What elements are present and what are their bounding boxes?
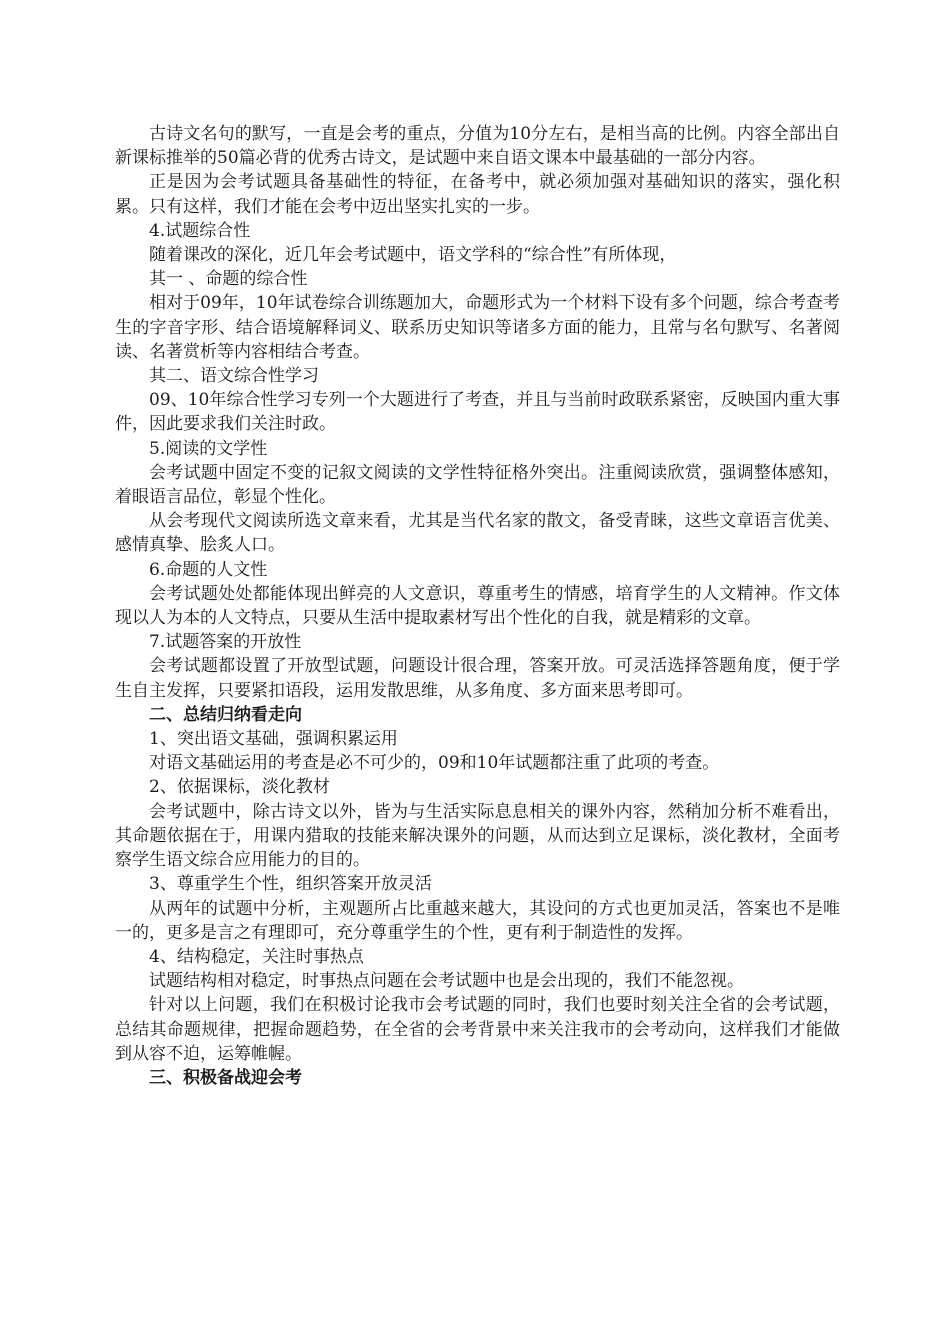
section-subheading: 4、结构稳定，关注时事热点	[149, 946, 364, 967]
section-subheading: 6.命题的人文性	[149, 559, 268, 580]
paragraph: 从会考现代文阅读所选文章来看，尤其是当代名家的散文，备受青睐，这些文章语言优美、感情真挚、脍炙人口。	[115, 511, 840, 556]
paragraph: 对语文基础运用的考查是必不可少的，09和10年试题都注重了此项的考查。	[149, 753, 720, 774]
section-subheading: 1、突出语文基础，强调积累运用	[149, 729, 398, 750]
section-subheading: 4.试题综合性	[149, 220, 251, 241]
paragraph: 针对以上问题，我们在积极讨论我市会考试题的同时，我们也要时刻关注全省的会考试题，总结其命题规律，把握命题趋势，在全省的会考背景中来关注我市的会考动向，这样我们才能做到从容不迫，运筹帷幄。	[115, 995, 840, 1064]
paragraph: 会考试题中，除古诗文以外，皆为与生活实际息息相关的课外内容，然稍加分析不难看出，其命题依据在于，用课内猎取的技能来解决课外的问题，从而达到立足课标，淡化教材，全面考察学生语文综合应用能力的目的。	[115, 801, 840, 871]
section-subheading: 3、尊重学生个性，组织答案开放灵活	[149, 874, 432, 895]
paragraph: 会考试题处处都能体现出鲜亮的人文意识，尊重考生的情感，培育学生的人文精神。作文体现以人为本的人文特点，只要从生活中提取素材写出个性化的自我，就是精彩的文章。	[115, 583, 840, 629]
paragraph: 会考试题都设置了开放型试题，问题设计很合理，答案开放。可灵活选择答题角度，便于学生自主发挥，只要紧扣语段，运用发散思维，从多角度、多方面来思考即可。	[115, 656, 840, 701]
paragraph: 会考试题中固定不变的记叙文阅读的文学性特征格外突出。注重阅读欣赏，强调整体感知，着眼语言品位，彰显个性化。	[115, 462, 840, 508]
section-heading: 二、总结归纳看走向	[149, 704, 302, 725]
paragraph: 相对于09年，10年试卷综合训练题加大，命题形式为一个材料下设有多个问题，综合考查考生的字音字形、结合语境解释词义、联系历史知识等诸多方面的能力，且常与名句默写、名著阅读、名著赏析等内容相结合考查。	[115, 293, 840, 362]
section-subheading: 其二、语文综合性学习	[149, 366, 319, 387]
paragraph: 从两年的试题中分析，主观题所占比重越来越大，其设问的方式也更加灵活，答案也不是唯一的，更多是言之有理即可，充分尊重学生的个性，更有利于制造性的发挥。	[115, 898, 840, 943]
paragraph: 随着课改的深化，近几年会考试题中，语文学科的“综合性”有所体现，	[149, 245, 677, 266]
paragraph: 试题结构相对稳定，时事热点问题在会考试题中也是会出现的，我们不能忽视。	[149, 971, 744, 992]
section-heading: 三、积极备战迎会考	[149, 1067, 302, 1088]
paragraph: 正是因为会考试题具备基础性的特征，在备考中，就必须加强对基础知识的落实，强化积累。只有这样，我们才能在会考中迈出坚实扎实的一步。	[115, 172, 840, 217]
section-subheading: 2、依据课标，淡化教材	[149, 777, 330, 798]
section-subheading: 其一 、命题的综合性	[149, 269, 308, 290]
paragraph: 古诗文名句的默写，一直是会考的重点，分值为10分左右，是相当高的比例。内容全部出自新课标推举的50篇必背的优秀古诗文，是试题中来自语文课本中最基础的一部分内容。	[115, 124, 840, 169]
section-subheading: 7.试题答案的开放性	[149, 632, 302, 653]
document-page	[115, 122, 840, 1090]
paragraph: 09、10年综合性学习专列一个大题进行了考查，并且与当前时政联系紧密，反映国内重大事件，因此要求我们关注时政。	[115, 390, 840, 435]
section-subheading: 5.阅读的文学性	[149, 438, 268, 459]
